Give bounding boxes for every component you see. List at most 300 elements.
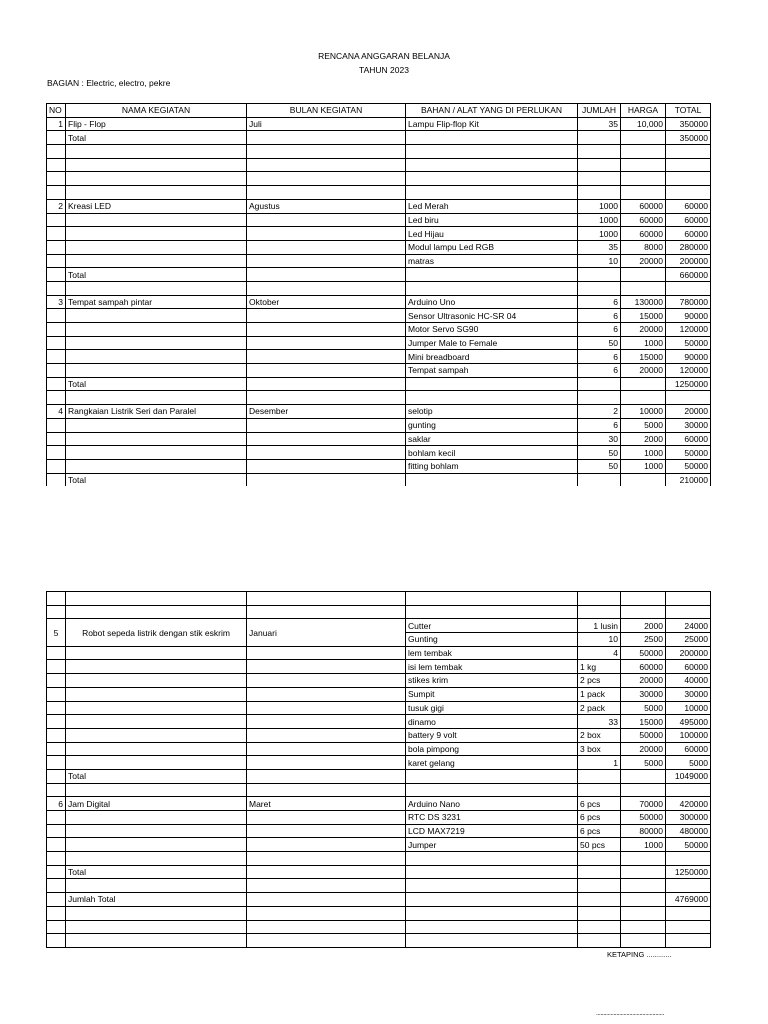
month-cell	[247, 418, 406, 432]
no-cell	[47, 131, 66, 145]
department-label: BAGIAN : Electric, electro, pekre	[47, 78, 171, 88]
activity-name-cell	[66, 852, 247, 866]
no-cell	[47, 592, 66, 606]
month-cell	[247, 852, 406, 866]
column-header: NO	[47, 104, 66, 118]
material-cell: fitting bohlam	[406, 459, 578, 473]
total-cell: 1250000	[666, 865, 711, 879]
price-cell	[621, 934, 666, 948]
total-cell	[666, 934, 711, 948]
material-cell: Cutter	[406, 619, 578, 633]
activity-name-cell	[66, 879, 247, 893]
price-cell	[621, 377, 666, 391]
no-cell: 3	[47, 295, 66, 309]
price-cell: 20000	[621, 323, 666, 337]
no-cell	[47, 350, 66, 364]
month-cell	[247, 254, 406, 268]
table-row	[47, 240, 711, 254]
quantity-cell: 3 box	[578, 742, 621, 756]
price-cell: 20000	[621, 742, 666, 756]
material-cell	[406, 592, 578, 606]
material-cell: dinamo	[406, 715, 578, 729]
no-cell	[47, 432, 66, 446]
no-cell	[47, 172, 66, 186]
quantity-cell	[578, 920, 621, 934]
budget-table-2	[46, 591, 711, 948]
total-cell: 60000	[666, 199, 711, 213]
activity-name-cell	[66, 172, 247, 186]
table-row	[47, 158, 711, 172]
month-cell	[247, 473, 406, 486]
quantity-cell	[578, 879, 621, 893]
month-cell	[247, 592, 406, 606]
activity-name-cell	[66, 240, 247, 254]
month-cell	[247, 145, 406, 159]
price-cell	[621, 391, 666, 405]
activity-name-cell	[66, 459, 247, 473]
activity-name-cell	[66, 906, 247, 920]
price-cell: 20000	[621, 364, 666, 378]
material-cell	[406, 473, 578, 486]
material-cell	[406, 865, 578, 879]
material-cell: Sumpit	[406, 687, 578, 701]
activity-name-cell	[66, 838, 247, 852]
price-cell: 5000	[621, 418, 666, 432]
month-cell	[247, 336, 406, 350]
total-cell	[666, 592, 711, 606]
price-cell: 50000	[621, 646, 666, 660]
activity-name-cell	[66, 934, 247, 948]
activity-name-cell	[66, 715, 247, 729]
material-cell	[406, 172, 578, 186]
quantity-cell: 2 pcs	[578, 674, 621, 688]
column-header: HARGA	[621, 104, 666, 118]
price-cell: 30000	[621, 687, 666, 701]
total-cell: 120000	[666, 323, 711, 337]
table-row	[47, 186, 711, 200]
column-header: JUMLAH	[578, 104, 621, 118]
no-cell	[47, 906, 66, 920]
material-cell	[406, 281, 578, 295]
activity-name-cell	[66, 323, 247, 337]
material-cell: Lampu Flip-flop Kit	[406, 117, 578, 131]
no-cell	[47, 605, 66, 619]
activity-name-cell	[66, 811, 247, 825]
total-cell: 60000	[666, 742, 711, 756]
total-cell: 50000	[666, 446, 711, 460]
ketaping-label: KETAPING ............	[607, 950, 672, 959]
table-row	[47, 377, 711, 391]
month-cell	[247, 824, 406, 838]
quantity-cell: 1000	[578, 227, 621, 241]
no-cell	[47, 309, 66, 323]
price-cell	[621, 605, 666, 619]
activity-name-cell	[66, 446, 247, 460]
total-cell: 210000	[666, 473, 711, 486]
total-cell: 4769000	[666, 893, 711, 907]
quantity-cell: 10	[578, 254, 621, 268]
table-row	[47, 199, 711, 213]
no-cell	[47, 852, 66, 866]
price-cell: 5000	[621, 701, 666, 715]
month-cell	[247, 432, 406, 446]
total-cell	[666, 158, 711, 172]
no-cell	[47, 213, 66, 227]
no-cell	[47, 824, 66, 838]
month-cell	[247, 186, 406, 200]
no-cell	[47, 756, 66, 770]
material-cell	[406, 186, 578, 200]
table-row	[47, 350, 711, 364]
activity-name-cell: Tempat sampah pintar	[66, 295, 247, 309]
activity-name-cell: Robot sepeda listrik dengan stik eskrim	[66, 619, 247, 646]
month-cell	[247, 893, 406, 907]
total-cell: 90000	[666, 309, 711, 323]
quantity-cell: 6 pcs	[578, 824, 621, 838]
price-cell	[621, 186, 666, 200]
month-cell	[247, 756, 406, 770]
no-cell	[47, 418, 66, 432]
total-cell: 90000	[666, 350, 711, 364]
no-cell: 6	[47, 797, 66, 811]
month-cell	[247, 227, 406, 241]
activity-name-cell	[66, 920, 247, 934]
month-cell	[247, 350, 406, 364]
table-row	[47, 687, 711, 701]
no-cell	[47, 281, 66, 295]
total-cell	[666, 186, 711, 200]
table-row	[47, 879, 711, 893]
month-cell	[247, 742, 406, 756]
total-cell: 660000	[666, 268, 711, 282]
total-cell: 25000	[666, 633, 711, 647]
month-cell: Juli	[247, 117, 406, 131]
no-cell: 5	[47, 619, 66, 646]
month-cell	[247, 323, 406, 337]
price-cell	[621, 769, 666, 783]
total-cell: 350000	[666, 131, 711, 145]
total-cell	[666, 906, 711, 920]
month-cell	[247, 879, 406, 893]
month-cell	[247, 158, 406, 172]
material-cell	[406, 783, 578, 797]
month-cell	[247, 446, 406, 460]
activity-name-cell: Total	[66, 377, 247, 391]
quantity-cell: 6	[578, 350, 621, 364]
price-cell: 60000	[621, 660, 666, 674]
material-cell: selotip	[406, 405, 578, 419]
activity-name-cell	[66, 336, 247, 350]
material-cell: bola pimpong	[406, 742, 578, 756]
material-cell: Led Hijau	[406, 227, 578, 241]
quantity-cell	[578, 186, 621, 200]
quantity-cell: 6	[578, 364, 621, 378]
total-cell: 480000	[666, 824, 711, 838]
activity-name-cell	[66, 364, 247, 378]
activity-name-cell	[66, 186, 247, 200]
price-cell: 80000	[621, 824, 666, 838]
activity-name-cell	[66, 350, 247, 364]
table-row	[47, 660, 711, 674]
quantity-cell	[578, 158, 621, 172]
material-cell: Motor Servo SG90	[406, 323, 578, 337]
table-row	[47, 742, 711, 756]
no-cell	[47, 227, 66, 241]
activity-name-cell: Total	[66, 769, 247, 783]
material-cell: LCD MAX7219	[406, 824, 578, 838]
material-cell: RTC DS 3231	[406, 811, 578, 825]
material-cell	[406, 934, 578, 948]
document-year: TAHUN 2023	[359, 65, 409, 75]
month-cell	[247, 605, 406, 619]
price-cell: 50000	[621, 811, 666, 825]
quantity-cell: 2 box	[578, 728, 621, 742]
table-row	[47, 646, 711, 660]
header-row	[47, 104, 711, 118]
table-row	[47, 268, 711, 282]
price-cell: 60000	[621, 227, 666, 241]
table-row	[47, 865, 711, 879]
month-cell	[247, 687, 406, 701]
month-cell	[247, 172, 406, 186]
price-cell	[621, 145, 666, 159]
quantity-cell	[578, 473, 621, 486]
quantity-cell: 1 kg	[578, 660, 621, 674]
no-cell: 1	[47, 117, 66, 131]
material-cell: isi lem tembak	[406, 660, 578, 674]
table-row	[47, 852, 711, 866]
total-cell: 60000	[666, 660, 711, 674]
no-cell	[47, 687, 66, 701]
table-row	[47, 769, 711, 783]
activity-name-cell	[66, 687, 247, 701]
no-cell	[47, 646, 66, 660]
no-cell	[47, 865, 66, 879]
total-cell: 5000	[666, 756, 711, 770]
price-cell: 130000	[621, 295, 666, 309]
column-header: NAMA KEGIATAN	[66, 104, 247, 118]
activity-name-cell: Flip - Flop	[66, 117, 247, 131]
price-cell: 20000	[621, 254, 666, 268]
activity-name-cell: Total	[66, 268, 247, 282]
material-cell: tusuk gigi	[406, 701, 578, 715]
activity-name-cell	[66, 254, 247, 268]
table-row	[47, 418, 711, 432]
material-cell	[406, 879, 578, 893]
price-cell	[621, 592, 666, 606]
total-cell: 120000	[666, 364, 711, 378]
total-cell	[666, 281, 711, 295]
total-cell: 30000	[666, 687, 711, 701]
price-cell: 15000	[621, 715, 666, 729]
table-row	[47, 893, 711, 907]
material-cell	[406, 391, 578, 405]
material-cell: karet gelang	[406, 756, 578, 770]
month-cell	[247, 838, 406, 852]
total-cell	[666, 391, 711, 405]
quantity-cell: 6 pcs	[578, 797, 621, 811]
price-cell: 60000	[621, 199, 666, 213]
activity-name-cell	[66, 309, 247, 323]
material-cell: saklar	[406, 432, 578, 446]
no-cell	[47, 254, 66, 268]
table-row	[47, 934, 711, 948]
month-cell	[247, 213, 406, 227]
quantity-cell	[578, 145, 621, 159]
month-cell: Agustus	[247, 199, 406, 213]
price-cell	[621, 920, 666, 934]
month-cell	[247, 268, 406, 282]
month-cell: Januari	[247, 619, 406, 646]
price-cell: 1000	[621, 459, 666, 473]
material-cell: matras	[406, 254, 578, 268]
empty-row	[47, 605, 711, 619]
material-cell: Arduino Nano	[406, 797, 578, 811]
table-row	[47, 783, 711, 797]
table-row	[47, 295, 711, 309]
total-cell: 420000	[666, 797, 711, 811]
material-cell: Jumper	[406, 838, 578, 852]
activity-name-cell	[66, 605, 247, 619]
material-cell: Tempat sampah	[406, 364, 578, 378]
quantity-cell: 6 pcs	[578, 811, 621, 825]
quantity-cell: 1	[578, 756, 621, 770]
price-cell	[621, 783, 666, 797]
material-cell: stikes krim	[406, 674, 578, 688]
material-cell: battery 9 volt	[406, 728, 578, 742]
table-row	[47, 336, 711, 350]
month-cell	[247, 906, 406, 920]
activity-name-cell	[66, 660, 247, 674]
no-cell: 4	[47, 405, 66, 419]
activity-name-cell	[66, 646, 247, 660]
price-cell: 8000	[621, 240, 666, 254]
total-cell: 60000	[666, 213, 711, 227]
price-cell	[621, 852, 666, 866]
total-cell: 40000	[666, 674, 711, 688]
activity-name-cell	[66, 227, 247, 241]
no-cell	[47, 377, 66, 391]
no-cell	[47, 879, 66, 893]
activity-name-cell: Jumlah Total	[66, 893, 247, 907]
material-cell: Modul lampu Led RGB	[406, 240, 578, 254]
no-cell	[47, 323, 66, 337]
quantity-cell	[578, 268, 621, 282]
table-row	[47, 117, 711, 131]
material-cell: Mini breadboard	[406, 350, 578, 364]
material-cell	[406, 893, 578, 907]
total-cell	[666, 852, 711, 866]
no-cell	[47, 459, 66, 473]
quantity-cell: 1 lusin	[578, 619, 621, 633]
signature-line: ...............................................	[596, 1010, 664, 1017]
table-row	[47, 405, 711, 419]
no-cell	[47, 268, 66, 282]
no-cell	[47, 391, 66, 405]
month-cell	[247, 865, 406, 879]
activity-name-cell: Total	[66, 131, 247, 145]
total-cell: 780000	[666, 295, 711, 309]
quantity-cell	[578, 852, 621, 866]
price-cell	[621, 268, 666, 282]
activity-name-cell: Total	[66, 473, 247, 486]
month-cell	[247, 240, 406, 254]
quantity-cell: 2	[578, 405, 621, 419]
no-cell	[47, 446, 66, 460]
month-cell	[247, 660, 406, 674]
total-cell: 350000	[666, 117, 711, 131]
price-cell: 50000	[621, 728, 666, 742]
price-cell	[621, 906, 666, 920]
table-row	[47, 309, 711, 323]
quantity-cell: 35	[578, 117, 621, 131]
material-cell	[406, 906, 578, 920]
month-cell	[247, 309, 406, 323]
table-row	[47, 254, 711, 268]
month-cell	[247, 646, 406, 660]
price-cell: 10000	[621, 405, 666, 419]
activity-name-cell	[66, 756, 247, 770]
no-cell	[47, 742, 66, 756]
table-row	[47, 323, 711, 337]
month-cell: Desember	[247, 405, 406, 419]
activity-name-cell: Jam Digital	[66, 797, 247, 811]
activity-name-cell	[66, 432, 247, 446]
table-row	[47, 364, 711, 378]
quantity-cell	[578, 934, 621, 948]
material-cell	[406, 131, 578, 145]
quantity-cell: 50 pcs	[578, 838, 621, 852]
price-cell: 1000	[621, 446, 666, 460]
material-cell	[406, 158, 578, 172]
total-cell: 20000	[666, 405, 711, 419]
material-cell: bohlam kecil	[406, 446, 578, 460]
quantity-cell	[578, 605, 621, 619]
month-cell	[247, 701, 406, 715]
total-cell: 200000	[666, 254, 711, 268]
table-row	[47, 131, 711, 145]
no-cell	[47, 701, 66, 715]
material-cell: gunting	[406, 418, 578, 432]
price-cell: 5000	[621, 756, 666, 770]
quantity-cell	[578, 783, 621, 797]
total-cell: 60000	[666, 227, 711, 241]
price-cell: 10,000	[621, 117, 666, 131]
activity-name-cell	[66, 824, 247, 838]
quantity-cell	[578, 391, 621, 405]
total-cell	[666, 172, 711, 186]
total-cell: 300000	[666, 811, 711, 825]
material-cell: Led Merah	[406, 199, 578, 213]
no-cell	[47, 920, 66, 934]
no-cell	[47, 473, 66, 486]
table-row	[47, 715, 711, 729]
table-row	[47, 432, 711, 446]
material-cell	[406, 605, 578, 619]
table-row	[47, 811, 711, 825]
table-row	[47, 227, 711, 241]
no-cell	[47, 336, 66, 350]
no-cell	[47, 893, 66, 907]
column-header: TOTAL	[666, 104, 711, 118]
material-cell	[406, 268, 578, 282]
table-row	[47, 920, 711, 934]
price-cell: 2500	[621, 633, 666, 647]
month-cell	[247, 920, 406, 934]
material-cell: lem tembak	[406, 646, 578, 660]
month-cell: Maret	[247, 797, 406, 811]
quantity-cell	[578, 906, 621, 920]
